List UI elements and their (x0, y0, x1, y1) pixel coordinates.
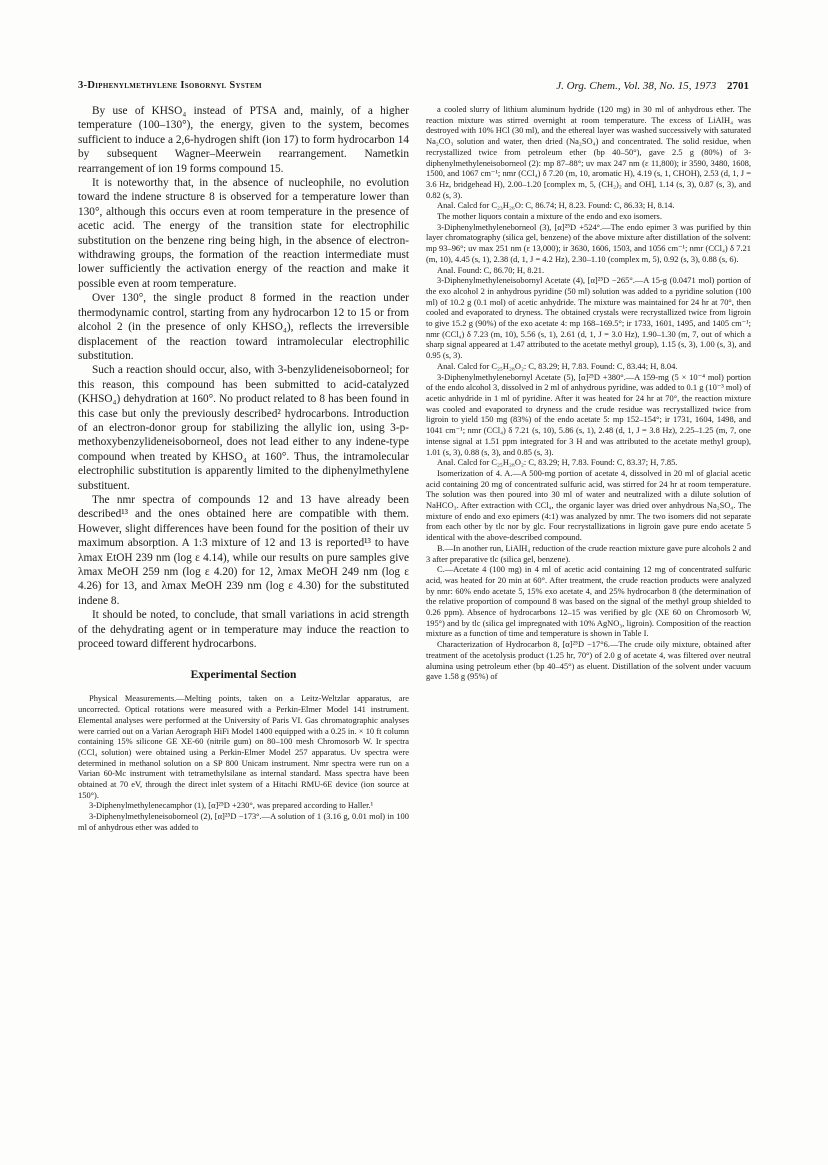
paragraph: Anal. Found: C, 86.70; H, 8.21. (437, 264, 545, 275)
paragraph: Isomerization of 4. A.—A 500-mg portion of acetate 4, dissolved in 20 ml of glacial acetic acid containing 20 mg of concentrated sulfuric acid, was stirred for 24 hr at room temperature. The solution was then poured into 30 ml of water and neutralized with a dilute solution of NaHCO₃. After extraction with CCl₄, the organic layer was dried over anhydrous Na₂SO₄. The mixture of endo and exo epimers (4:1) was analyzed by nmr. The two isomers did not separate from each other by tlc nor by glc. Four recrystallizations in ligroin gave pure endo acetate 5 identical with the above-described compound. (426, 467, 751, 543)
paragraph: The nmr spectra of compounds 12 and 13 have already been described¹³ and the ones obtained here are compatible with them. However, slight differences have been found for the position of their uv maximum absorption. A 1:3 mixture of 12 and 13 is reported¹³ to have λmax EtOH 239 nm (log ε 4.14), while our results on pure samples give λmax MeOH 259 nm (log ε 4.20) for 12, λmax MeOH 249 nm (log ε 4.26) for 13, and λmax MeOH 239 nm (log ε 4.30) for the substituted indene 8. (78, 493, 409, 607)
discussion-text (78, 104, 409, 651)
journal-citation (556, 80, 749, 92)
paragraph: 3-Diphenylmethyleneborneol (3), [α]²⁵D +524°.—The endo epimer 3 was purified by thin layer chromatography (silica gel, benzene) of the above mixture after distillation of the solvent: mp 93–96°; uv max 251 nm (ε 13,000); ir 3630, 1606, 1503, and 1056 cm⁻¹; nmr (CCl₄) δ 7.21 (m, 10), 4.45 (s, 1), 2.38 (d, 1, J = 4.2 Hz), 2.30–1.10 (complex m, 5), 0.92 (s, 3), 0.88 (s, 6). (426, 221, 751, 264)
paragraph: Over 130°, the single product 8 formed in the reaction under thermodynamic control, starting from any hydrocarbon 12 to 15 or from alcohol 2 (in the presence of only KHSO₄), reflects the irreversible displacement of the reaction toward intramolecular electrophilic substitution. (78, 292, 409, 362)
paragraph: 3-Diphenylmethylenecamphor (1), [α]²⁵D +230°, was prepared according to Haller.¹ (89, 800, 374, 811)
paragraph: B.—In another run, LiAlH₄ reduction of the crude reaction mixture gave pure alcohols 2 and 3 after preparative tlc (silica gel, benzene). (426, 542, 751, 564)
paragraph: Physical Measurements.—Melting points, taken on a Leitz-Weltzlar apparatus, are uncorrected. Optical rotations were measured with a Perkin-Elmer Model 141 instrument. Elemental analyses were performed at the University of Paris VI. Gas chromatographic analyses were carried out on a Varian Aerograph HiFi Model 1400 equipped with a 0.25 in. × 10 ft column containing 15% silicone GE XE-60 (nitrile gum) on 80–100 mesh Chromosorb W. Ir spectra (CCl₄ solution) were obtained using a Perkin-Elmer Model 257 apparatus. Uv spectra were determined in methanol solution on a SP 800 Unicam instrument. Nmr spectra were run on a Varian 60-Mc instrument with tetramethylsilane as internal standard. Mass spectra have been obtained at 70 eV, through the direct inlet system of a Hitachi RMU-6E device (ion source at 150°). (78, 693, 409, 800)
journal-name: J. Org. Chem., Vol. 38, No. 15, 1973 (556, 80, 717, 92)
paragraph: a cooled slurry of lithium aluminum hydride (120 mg) in 30 ml of anhydrous ether. The reaction mixture was stirred overnight at room temperature. The excess of LiAlH₄ was destroyed with 10% HCl (30 ml), and the ethereal layer was washed successively with saturated Na₂CO₃ solution and water, then dried (Na₂SO₄) and concentrated. The solid residue, when recrystallized twice from petroleum ether (bp 40–50°), gave 2.5 g (80%) of 3-diphenylmethyleneisoborneol (2): mp 87–88°; uv max 247 nm (ε 11,800); ir 3590, 3480, 1608, 1500, and 1067 cm⁻¹; nmr (CCl₄) δ 7.20 (m, 10, aromatic H), 4.19 (s, 1, CHOH), 2.53 (d, 1, J = 3.6 Hz, bridgehead H), 2.00–1.20 [complex m, 5, (CH₂)₂ and OH], 1.14 (s, 3), 0.87 (s, 3), and 0.82 (s, 3). (426, 104, 751, 200)
paragraph: By use of KHSO₄ instead of PTSA and, mainly, of a higher temperature (100–130°), the energy, given to the system, becomes sufficient to induce a 2,6-hydrogen shift (ion 17) to form hydrocarbon 14 by subsequent Wagner–Meerwein rearrangement. Nametkin rearrangement of ion 19 forms compound 15. (78, 105, 409, 175)
paragraph: Anal. Calcd for C₂₅H₂₈O₂: C, 83.29; H, 7.83. Found: C, 83.44; H, 8.04. (437, 360, 678, 371)
paragraph: 3-Diphenylmethylenebornyl Acetate (5), [α]²⁵D +380°.—A 159-mg (5 × 10⁻⁴ mol) portion of the endo alcohol 3, dissolved in 2 ml of anhydrous pyridine, was added to 0.1 g (10⁻³ mol) of acetic anhydride in 1 ml of pyridine. After it was heated for 24 hr at 70°, the reaction mixture was cooled and evaporated to dryness and the crude residue was recrystallized twice from ligroin to yield 150 mg (83%) of the endo acetate 5: mp 152–154°; ir 1731, 1604, 1498, and 1041 cm⁻¹; nmr (CCl₄) δ 7.21 (s, 10), 5.86 (s, 1), 2.48 (d, 1, J = 3.8 Hz), 2.25–1.25 (m, 7, one intense signal at 1.51 ppm integrated for 3 H and was attributed to the acetate methyl group), 1.01 (s, 3), 0.88 (s, 3), and 0.85 (s, 3). (426, 371, 751, 457)
paragraph: It is noteworthy that, in the absence of nucleophile, no evolution toward the indene structure 8 is observed for a temperature lower than 130°, although this occurs even at room temperature in the presence of acetic acid. The energy of the transition state for electrophilic substitution on the benzene ring being high, in the absence of electron-withdrawing groups, the formation of the reaction intermediate must lower sufficiently the activation energy of the reaction and make it possible even at room temperature. (78, 177, 409, 290)
section-heading: Experimental Section (190, 669, 297, 682)
paragraph: 3-Diphenylmethyleneisobornyl Acetate (4), [α]²⁵D −265°.—A 15-g (0.0471 mol) portion of the exo alcohol 2 in anhydrous pyridine (50 ml) solution was added to a pyridine solution (100 ml) of 10.2 g (0.1 mol) of acetic anhydride. The mixture was maintained for 24 hr at 70°, then cooled and evaporated to dryness. The obtained crystals were recrystallized twice from ligroin to give 15.2 g (90%) of the exo acetate 4: mp 168–169.5°; ir 1733, 1601, 1495, and 1405 cm⁻¹; nmr (CCl₄) δ 7.23 (m, 10), 5.56 (s, 1), 2.61 (d, 1, J = 3.0 Hz), 1.90–1.30 (m, 7, out of which a sharp signal appeared at 1.47 attributed to the acetate methyl group), 1.15 (s, 3), 1.00 (s, 3), and 0.95 (s, 3). (426, 275, 751, 361)
running-title: 3-Diphenylmethylene Isobornyl System (78, 80, 262, 91)
paragraph: 3-Diphenylmethyleneisoborneol (2), [α]²⁵D −173°.—A solution of 1 (3.16 g, 0.01 mol) in 100 ml of anhydrous ether was added to (78, 811, 409, 832)
right-column (426, 104, 751, 1079)
paragraph: Characterization of Hydrocarbon 8, [α]²⁵D −17°6.—The crude oily mixture, obtained after treatment of the acetolysis product (1.25 hr, 70°) of 2.0 g of acetate 4, was filtered over neutral alumina using petroleum ether (bp 40–45°) as eluent. Distillation of the solvent under vacuum gave 1.58 g (95%) of (426, 639, 751, 682)
paragraph: C.—Acetate 4 (100 mg) in 4 ml of acetic acid containing 12 mg of concentrated sulfuric acid, was heated for 20 min at 60°. After treatment, the crude reaction products were analyzed by nmr: 60% endo acetate 5, 15% exo acetate 4, and 25% hydrocarbon 8 (the determination of the relative proportion of compound 8 was based on the signal of the methyl group shielded to 0.26 ppm). Absence of hydrocarbons 12–15 was verified by glc (XE 60 on Chromosorb W, 195°) and by tlc (silica gel impregnated with 10% AgNO₃, ligroin). Composition of the reaction mixture as a function of time and temperature is shown in Table I. (426, 564, 751, 639)
page-number: 2701 (727, 80, 749, 92)
paragraph: Such a reaction should occur, also, with 3-benzylideneisoborneol; for this reason, this compound has been submitted to acid-catalyzed (KHSO₄) dehydration at 160°. No product related to 8 has been found in this case but only the previously described² hydrocarbons. Introduction of an electron-donor group for stabilizing the allylic ion, using 3-p-methoxybenzylideneisoborneol, does not lead either to any indene-type compound when treated by KHSO₄ at 160°. Thus, the intramolecular electrophilic substitution is apparently limited to the diphenylmethylene substituent. (78, 364, 409, 492)
paragraph: It should be noted, to conclude, that small variations in acid strength of the dehydrating agent or in temperature may induce the reaction to proceed toward different hydrocarbons. (78, 609, 409, 651)
paragraph: Anal. Calcd for C₂₅H₂₈O₂: C, 83.29; H, 7.83. Found: C, 83.37; H, 7.85. (437, 457, 678, 468)
left-column (78, 104, 409, 1079)
experimental-text (78, 693, 409, 832)
paragraph: The mother liquors contain a mixture of the endo and exo isomers. (437, 211, 662, 222)
page-header (78, 80, 749, 96)
paragraph: Anal. Calcd for C₂₃H₂₆O: C, 86.74; H, 8.23. Found: C, 86.33; H, 8.14. (437, 200, 675, 211)
